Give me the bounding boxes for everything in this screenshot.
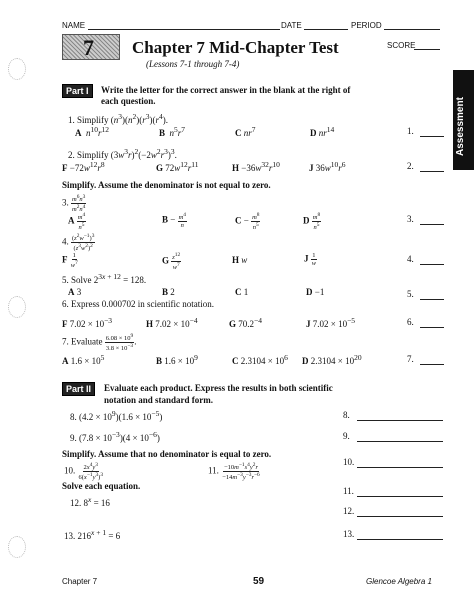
answer-number-7: 7. bbox=[407, 354, 414, 364]
part1-instructions-line1: Write the letter for the correct answer in the blank at the right of bbox=[101, 85, 351, 95]
part2-solve-note: Solve each equation. bbox=[62, 481, 141, 491]
name-label: NAME bbox=[62, 21, 86, 30]
question-10: 10. $\frac{2x^4y^3}{6(x^{-1}y^3)^3}$ bbox=[64, 462, 104, 482]
answer-blank-12[interactable] bbox=[357, 516, 443, 517]
answer-number-8: 8. bbox=[343, 410, 350, 420]
answer-number-9: 9. bbox=[343, 431, 350, 441]
question-12: 12. $8^x = 16$ bbox=[70, 495, 110, 508]
part1-badge: Part I bbox=[62, 84, 93, 98]
answer-number-4: 4. bbox=[407, 254, 414, 264]
answer-blank-1[interactable] bbox=[420, 136, 444, 137]
footer-publisher: Glencoe Algebra 1 bbox=[366, 577, 432, 586]
punch-hole-top bbox=[8, 58, 26, 80]
question-7: 7. Evaluate $\frac{6.08 \times 10^9}{3.8 \times 10^{-3}}$ . bbox=[62, 333, 137, 353]
question-5: 5. Solve $2^{3x + 12} = 128$. bbox=[62, 272, 147, 285]
answer-number-11: 11. bbox=[343, 486, 354, 496]
question-13: 13. $216^{x + 1} = 6$ bbox=[64, 528, 121, 541]
question-2: 2. Simplify $(3w^3r)^2(-2w^2r^3)^3$. bbox=[68, 147, 177, 160]
answer-blank-2[interactable] bbox=[420, 171, 444, 172]
part2-badge: Part II bbox=[62, 382, 95, 396]
answer-number-2: 2. bbox=[407, 161, 414, 171]
answer-blank-5[interactable] bbox=[420, 299, 444, 300]
answer-blank-3[interactable] bbox=[420, 224, 444, 225]
period-field[interactable] bbox=[384, 29, 440, 30]
answer-number-12: 12. bbox=[343, 506, 355, 516]
answer-number-6: 6. bbox=[407, 317, 414, 327]
punch-hole-middle bbox=[8, 296, 26, 318]
part1-simplify-note: Simplify. Assume the denominator is not equal to zero. bbox=[62, 180, 271, 190]
period-label: PERIOD bbox=[351, 21, 382, 30]
answer-blank-4[interactable] bbox=[420, 264, 444, 265]
date-label: DATE bbox=[281, 21, 302, 30]
part2-instructions-line1: Evaluate each product. Express the results in both scientific bbox=[104, 383, 333, 393]
answer-blank-11[interactable] bbox=[357, 496, 443, 497]
answer-blank-13[interactable] bbox=[357, 539, 443, 540]
chapter-badge: 7 bbox=[62, 34, 120, 60]
question-6: 6. Express 0.000702 in scientific notation. bbox=[62, 299, 214, 309]
part2-simplify-note: Simplify. Assume that no denominator is equal to zero. bbox=[62, 449, 272, 459]
answer-blank-7[interactable] bbox=[420, 364, 444, 365]
date-field[interactable] bbox=[304, 29, 348, 30]
page-subtitle: (Lessons 7-1 through 7-4) bbox=[146, 59, 240, 69]
answer-blank-8[interactable] bbox=[357, 420, 443, 421]
page-number: 59 bbox=[253, 576, 265, 587]
answer-number-3: 3. bbox=[407, 214, 414, 224]
answer-number-1: 1. bbox=[407, 126, 414, 136]
page-title: Chapter 7 Mid-Chapter Test bbox=[132, 38, 339, 57]
name-field[interactable] bbox=[88, 29, 280, 30]
answer-number-10: 10. bbox=[343, 457, 355, 467]
part2-instructions-line2: notation and standard form. bbox=[104, 395, 214, 405]
question-11: 11. $\frac{-10m^{-1}s^4y^2r}{-14m^{-3}y^{-3}r^{-6}}$ bbox=[208, 462, 260, 482]
footer-chapter: Chapter 7 bbox=[62, 577, 98, 586]
question-3: 3. $\frac{m^6n^3}{m^2n^4}$ bbox=[62, 194, 86, 214]
answer-blank-6[interactable] bbox=[420, 327, 444, 328]
punch-hole-bottom bbox=[8, 536, 26, 558]
question-8: 8. $(4.2 \times 10^9)(1.6 \times 10^{-5})$ bbox=[70, 409, 163, 422]
answer-blank-10[interactable] bbox=[357, 467, 443, 468]
score-label: SCORE bbox=[387, 41, 416, 50]
question-1: 1. Simplify $(n^3)(n^2)(r^3)(r^4)$. bbox=[68, 112, 169, 125]
score-field[interactable] bbox=[414, 49, 440, 50]
answer-number-13: 13. bbox=[343, 529, 355, 539]
assessment-tab: Assessment bbox=[453, 70, 474, 170]
question-9: 9. $(7.8 \times 10^{-3})(4 \times 10^{-6})$ bbox=[70, 430, 160, 443]
question-4: 4. $\frac{(z^2w^{-1})^3}{(z^3w^2)^2}$ bbox=[62, 233, 95, 253]
part1-instructions-line2: each question. bbox=[101, 96, 156, 106]
answer-number-5: 5. bbox=[407, 289, 414, 299]
answer-blank-9[interactable] bbox=[357, 441, 443, 442]
